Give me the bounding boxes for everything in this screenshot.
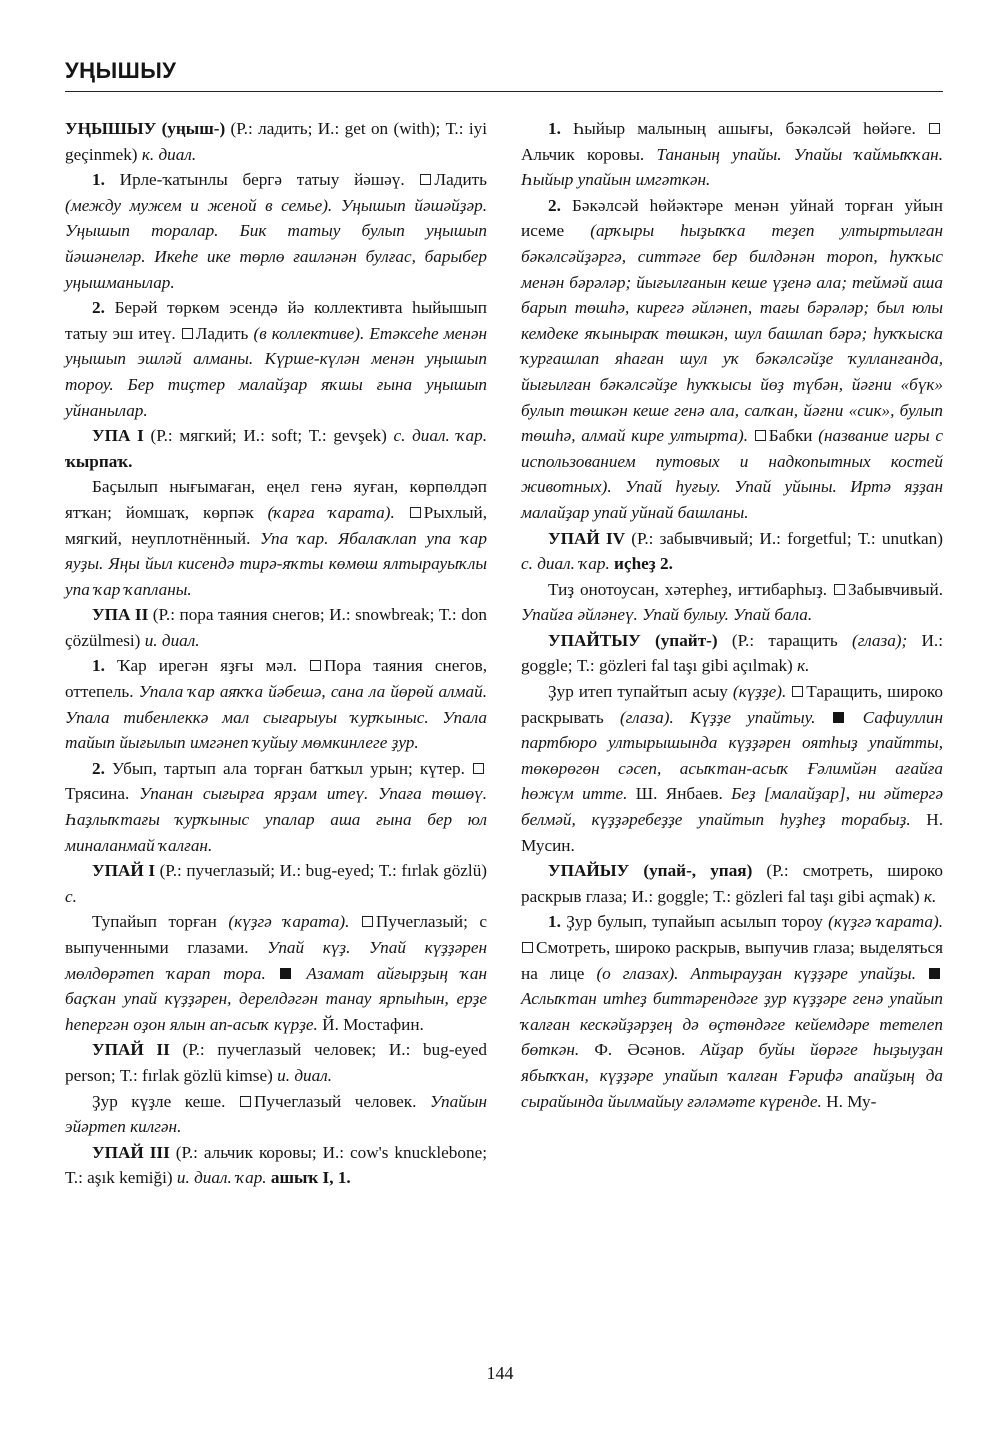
literary-quote: Сафиуллин партбюро ултырышында күҙҙәрен оятһыҙ упайтты, төкөрөгөн сәсеп, асыҡтан-асыҡ Ғәлимйән ағайға һөжүм итте. [521,707,944,804]
russian-gloss: Пучеглазый человек. [254,1091,417,1111]
definition-paragraph [65,1089,487,1140]
entry-upay-2 [65,1037,487,1088]
examples: Упайын эйәртеп килгән. [65,1091,487,1137]
examples: Етәксеһе менән уңышып эшләй алманы. Күрше-күлән менән уңышып тороу. Бер тиҫтер малайҙар яҡшы ғына уңышып уйнанылар. [65,323,487,420]
literary-quote-marker-icon [280,968,291,979]
russian-gloss: Ладить [195,323,254,343]
definition: Тиҙ онотоусан, хәтерһеҙ, иғтибарһыҙ. [548,579,833,599]
examples: Упай күҙ. Упай күҙҙәрен мөлдөрәтеп ҡарап тора. [65,938,487,983]
translations: (Р.: пора таяния снегов; И.: snowbreak; Т.: don çözülmesi) [65,605,487,650]
grammar-tag: к. диал. [141,144,197,164]
sense-2 [65,756,487,858]
russian-gloss: Пора таяния снегов, оттепель. [65,656,487,702]
literary-quote: Аслыҡтан итһеҙ биттәрендәге ҙур күҙҙәре генә упайып ҡалған кескәйҙәрҙең дә өҫтөндәге кейемдәре тетелеп бөткән. [521,989,943,1060]
translation-marker-icon [310,660,321,671]
translation-marker-icon [792,686,803,697]
russian-gloss: Таращить, широко раскрывать [521,682,943,727]
grammar-tag: и. диал. [144,630,200,650]
quote-author: Й. Мостафин. [317,1014,424,1034]
translation-marker-icon [182,328,193,339]
cross-reference: иҫһеҙ 2. [609,554,673,574]
literary-quote: Беҙ [малайҙар], ни әйтергә белмәй, күҙҙәребеҙҙе упайтып һуҙһеҙ торабыҙ. [521,784,943,830]
russian-gloss: Трясина. [65,784,130,804]
grammar-tag: с. диал. ҡар. [393,426,487,446]
definition: Бәкәлсәй һөйәктәре менән уйнай торған уйын исеме [521,195,943,241]
entry-upay-1 [65,858,487,909]
translation-marker-icon [240,1096,251,1107]
translation-marker-icon [834,584,845,595]
definition: Һыйыр малының ашығы, бәкәлсәй һөйәге. [560,119,928,138]
usage-note: (күҙгә ҡарата). [228,912,350,932]
sense-number: 2. [92,758,105,778]
entry-upayyu [521,858,943,909]
translations: (Р.: таращить [717,630,852,650]
examples: Күҙҙе упайтыу. [673,707,816,727]
definition: Убып, тартып ала торған батҡыл урын; күтер. [104,758,472,778]
definition: Берәй төркөм эсендә йә коллективта һыйышып татыу эш итеү. [65,298,487,343]
cross-reference: ҡырпаҡ. [65,451,133,471]
entry-upay-3 [65,1140,487,1191]
examples: Аптырауҙан күҙҙәре упайҙы. [678,963,916,983]
russian-gloss: Рыхлый, мягкий, неуплотнённый. [65,502,487,548]
sense-1 [65,653,487,755]
quote-author: Ф. Әсәнов. [579,1040,686,1060]
headword: УПАЙ I [92,861,156,881]
translations: (Р.: пучеглазый; И.: bug-eyed; Т.: fırlak gözlü) [155,861,488,881]
examples: Уңышып йәшәйҙәр. Уңышып торалар. Бик татыу булып уңышып йәшәнеләр. Икеһе ике төрлө ғаиләнән булғас, барыбер уңышманылар. [65,195,487,292]
translations: (Р.: пучеглазый человек; И.: bug-eyed person; Т.: fırlak gözlü kimse) [65,1040,487,1085]
grammar-tag: к. [923,886,937,906]
translation-marker-icon [473,763,484,774]
headword: УПАЙЫУ (упай-, упая) [548,861,753,881]
headword: УҢЫШЫУ (уңыш-) [65,119,226,138]
sense-2 [65,295,487,423]
sense-2 [521,193,943,526]
translation-marker-icon [362,916,373,927]
definition: Ҡар ирегән яҙғы мәл. [104,656,309,676]
definition-paragraph [521,679,943,858]
translation-marker-icon [522,942,533,953]
headword: УПАЙ IV [548,528,626,548]
headword: УПА I [92,426,144,446]
russian-gloss: Пучеглазый; с выпученными глазами. [65,912,487,957]
gloss-note: (в коллективе). [253,323,365,343]
left-column [65,116,487,1191]
quote-author: Ш. Янбаев. [627,784,723,804]
translation-marker-icon [929,123,940,134]
entry-unyshyu [65,116,487,167]
quote-author: Н. Мусин. [521,810,943,855]
literary-quote: Айҙар буйы йөрәге һыҙыуҙан ябыҡҡан, күҙҙәре упайып ҡалған Ғәрифә апайҙың да сырайында йылмайыу ғәләмәте күренде. [521,1040,944,1111]
russian-gloss: Бабки [768,426,819,446]
sense-number: 1. [548,912,561,932]
russian-gloss: Смотреть, широко раскрыв, выпучив глаза; выделяться на лице [521,938,943,983]
literary-quote-marker-icon [833,712,844,723]
translation-note: (глаза); [852,630,908,650]
translation-marker-icon [755,430,766,441]
examples: Упайға әйләнеү. Упай булыу. Упай бала. [521,605,813,625]
translations: (Р.: смотреть, широко раскрыв глаза; И.: goggle; Т.: gözleri fal taşı gibi açmak) [521,861,944,906]
headword: УПА II [92,605,149,625]
headword: УПАЙТЫУ (упайт-) [548,630,718,650]
definition: Ҙур күҙле кеше. [92,1091,239,1111]
russian-gloss: Забывчивый. [848,579,943,599]
right-column [521,116,943,1114]
gloss-note: (между мужем и женой в семье). [65,195,333,215]
entry-upay-4 [521,526,943,577]
sense-1 [65,167,487,295]
sense-1 [521,116,943,193]
examples: Упала ҡар аяҡҡа йәбешә, сана ла йөрөй алмай. Упала тибенлеккә мал сығарыуы ҡурҡыныс. Упала тайып йығылып имгәнеп ҡуйыу мөмкинлеге ҙур. [65,682,487,753]
sense-1 [521,909,943,1114]
usage-note: (ҡарға ҡарата). [267,502,395,522]
sense-number: 2. [92,298,105,318]
gloss-note: (глаза). [619,707,674,727]
definition-paragraph [65,474,487,602]
definition: Ҙур итеп тупайтып асыу [548,682,733,702]
translations: (Р.: мягкий; И.: soft; Т.: gevşek) [143,426,394,446]
literary-quote: Азамат айғырҙың ҡан баҫҡан упай күҙҙәрен, дерелдәгән танау ярпыһын, ерҙе һепергән оҙон ялын ап-асыҡ күрҙе. [65,963,487,1034]
definition-paragraph [521,577,943,628]
translation-marker-icon [420,174,431,185]
translations: (Р.: ладить; И.: get on (with); Т.: iyi geçinmek) [65,119,487,164]
examples: Тананың упайы. Упайы ҡаймыҡҡан. Һыйыр упайын имгәткән. [521,144,944,190]
header-rule [65,91,943,92]
grammar-tag: с. [65,886,77,906]
entry-upaytyu [521,628,943,679]
usage-note: (күҙҙе). [732,682,787,702]
translation-marker-icon [410,507,421,518]
entry-upa-2 [65,602,487,653]
definition: Ҙур булып, тупайып асылып тороу [560,912,829,932]
definition-paragraph [65,909,487,1037]
sense-number: 2. [548,195,561,215]
gloss-note: (о глазах). [596,963,679,983]
entry-upa-1 [65,423,487,474]
grammar-tag: и. диал. ҡар. [176,1168,267,1188]
sense-number: 1. [92,170,105,190]
page-number: 144 [486,1363,514,1383]
translations: (Р.: забывчивый; И.: forgetful; Т.: unutkan) [625,528,943,548]
definition: Ирле-ҡатынлы бергә татыу йәшәү. [104,170,420,190]
russian-gloss: Альчик коровы. [521,144,645,164]
examples: Упа ҡар. Ябалаҡлап упа ҡар яуҙы. Яңы йыл кисендә тирә-яҡты көмөш ялтырауыҡлы упа ҡар ҡапланы. [65,528,487,599]
grammar-tag: и. диал. [277,1065,332,1085]
running-head: УҢЫШЫУ [65,58,177,83]
cross-reference: ашыҡ I, 1. [266,1168,351,1188]
quote-author: Н. Му- [821,1091,877,1111]
grammar-tag: к. [797,656,810,676]
usage-note: (арҡыры һыҙыҡҡа теҙеп ултыртылған бәкәлсәйҙәргә, ситтәге бер билдәнән тороп, һуҡҡыс менән бәрәләр; йығылғанын кеше үҙенә ала; теймәй аша барып төшһә, кирегә әйләнеп, тағы бәрәләр; был юлы кемдеке яҡыныраҡ төшкән, шул башлап бәрә; һуҡҡыска ҡурғашлап яһаған шул уҡ бәкәлсәйҙе ҡулланғанда, йығылған бәкәлсәйҙе һуҡҡысы йөҙ түбән, йәғни «бүк» булып төшкән кеше генә ала, салҡан, йәғни «сик», булып төшһә, алмай кире ултырта). [521,221,943,446]
usage-note: (күҙгә ҡарата). [828,912,943,932]
grammar-tag: с. диал. ҡар. [521,554,610,574]
sense-number: 1. [92,656,105,676]
examples: Упанан сығырға ярҙам итеү. Упаға төшөү. Һаҙлыҡтағы ҡурҡыныс упалар аша ғына бер юл миналанмай ҡалған. [65,784,487,855]
literary-quote-marker-icon [929,968,940,979]
translations: И.: goggle; Т.: gözleri fal taşı gibi açılmak) [521,630,944,676]
gloss-note: (название игры с использованием путовых и надкопытных костей животных). [521,426,944,497]
translations: (Р.: альчик коровы; И.: cow's knucklebone; Т.: aşık kemiği) [65,1142,487,1188]
examples: Упай һуғыу. Упай уйыны. Иртә яҙҙан малайҙар упай уйнай башланы. [521,477,943,522]
russian-gloss: Ладить [434,170,487,190]
headword: УПАЙ III [92,1142,170,1162]
definition: Баҫылып нығымаған, еңел генә яуған, көрпөлдәп ятҡан; йомшаҡ, көрпәк [65,477,487,522]
headword: УПАЙ II [92,1040,170,1060]
definition: Тупайып торған [92,912,229,932]
sense-number: 1. [548,119,561,138]
